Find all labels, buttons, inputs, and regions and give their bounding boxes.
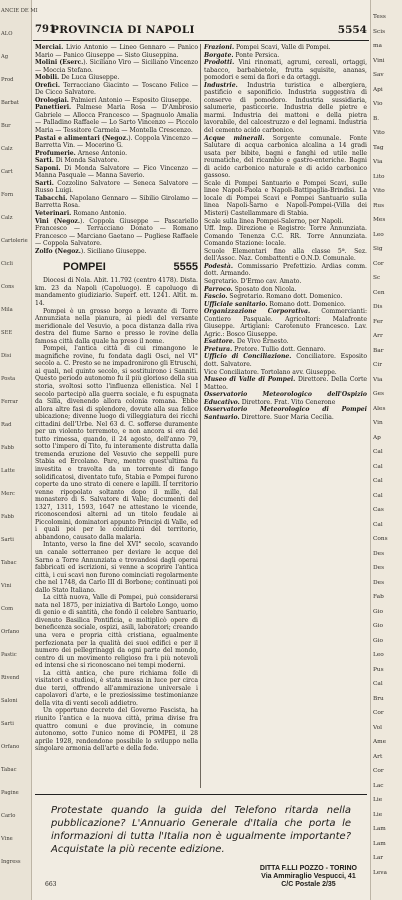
strip-fragment: Prod	[1, 77, 14, 83]
strip-fragment: Rus	[373, 202, 385, 209]
strip-fragment: Lam	[373, 826, 386, 832]
strip-fragment: Fab	[373, 594, 384, 600]
strip-fragment: Ap	[373, 434, 381, 441]
strip-fragment: Mes	[373, 217, 386, 223]
listing-entry: Panettieri. Palmese Maria Rosa — D'Ambrosio Gabriele — Allocca Francesco — Spagnuolo Amalia — Palladino Raffaele — Lo Sarto Vincenzo — Piccolo Maria — Tessitore Carmela — Montella Crescenzo.	[35, 104, 198, 135]
info-label: Museo di Valle di Pompei.	[204, 376, 296, 384]
strip-fragment: Rad	[1, 422, 12, 428]
info-text: Sposato don Nicola.	[234, 285, 297, 293]
strip-fragment: Des	[373, 579, 385, 586]
strip-fragment: Ales	[373, 405, 386, 412]
info-text: Uff. Imp. Direzione e Registro: Torre Annunziata. Comando Tenenza C.C. RR. Torre Annunziata. Comando Stazione: locale.	[204, 225, 367, 248]
strip-fragment: Sc	[373, 275, 381, 281]
strip-fragment: Dis	[373, 304, 383, 310]
strip-fragment: ma	[373, 43, 382, 49]
strip-fragment: Vini	[1, 583, 12, 589]
info-text: Segretario. D'Ermo cav. Amato.	[204, 277, 302, 285]
strip-fragment: Lie	[373, 797, 383, 803]
info-text: Pompei Scavi, Valle di Pompei.	[236, 44, 331, 51]
adjacent-page-left-strip	[0, 0, 38, 900]
listing-entry: Tabacchi. Napolano Gennaro — Sibilio Girolamo — Barretta Rosa.	[35, 194, 198, 210]
strip-fragment: Des	[373, 550, 385, 557]
strip-fragment: Tabac	[1, 560, 17, 566]
page-title: PROVINCIA DI NAPOLI	[51, 24, 195, 36]
listing-entry: Veterinari. Romano Antonio.	[35, 210, 127, 218]
strip-fragment: Ame	[373, 739, 387, 745]
strip-fragment: Orfano	[1, 744, 20, 750]
strip-fragment: Ges	[373, 391, 385, 397]
info-entry	[204, 338, 367, 346]
strip-fragment: Cal	[373, 463, 383, 470]
info-entry	[204, 82, 367, 135]
business-listing	[35, 44, 198, 255]
info-entry	[204, 44, 367, 52]
strip-fragment: Sav	[373, 72, 384, 78]
description-paragraph: La città nuova, Valle di Pompei, può considerarsi nata nel 1875, per iniziativa di Bartolo Longo, uomo di genio e di santità, che fondò il celebre Santuario, divenuto Basilica Pontificia, e moltiplicò opere di beneficenza sociale, ospizi, asili, laboratori; creando una vera e propria città cristiana, egualmente perfezionata per la qualità dei suoi edifici e per il numero dei pellegrinaggi da ogni parte del mondo, centro di un movimento religioso fra i più notevoli ed intensi che si riconoscano nei tempi moderni.	[35, 594, 198, 670]
info-entry	[204, 293, 367, 301]
strip-fragment: Sarti	[1, 721, 14, 727]
info-label: Osservatorio Meteorologico di Pompei Santuario.	[204, 406, 367, 421]
info-entry	[204, 218, 367, 226]
info-label: Esattore.	[204, 338, 235, 346]
info-label: Ufficiale sanitario.	[204, 300, 268, 308]
advertisement-box	[35, 794, 367, 891]
info-text: Sorgente comunale. Fonte Salutare di acqua carbonica alcalina a 14 gradi usata per bibite, bagni e fanghi ed utile nelle reumatiche, del ricambio e gastro-enteriche. Bagni di acido carbonico naturale e di acido carbonico gassoso.	[204, 134, 368, 180]
strip-fragment: Vio	[373, 101, 383, 107]
strip-fragment: Cor	[373, 260, 384, 267]
strip-fragment: Cartolerie	[1, 238, 28, 244]
listing-category: Tabacchi.	[35, 194, 68, 202]
info-text: Scale sulla linea Pompei-Salerno, per Napoli.	[204, 217, 344, 225]
info-entry	[204, 278, 367, 286]
info-text: Scuole Elementari fino alla classe 5ª. Sez. dell'Assoc. Naz. Combattenti e O.N.D. Comunale.	[204, 247, 367, 263]
strip-fragment: Cons	[373, 536, 388, 542]
strip-fragment: Cal	[373, 521, 383, 528]
strip-fragment: Latte	[1, 468, 15, 474]
strip-fragment: Ag	[1, 54, 9, 60]
strip-fragment: Cal	[373, 449, 383, 455]
description-paragraph: La città antica, che pure richiama folle di visitatori e studiosi, è stata messa in luce per circa due terzi, offrendo all'ammirazione universale i capolavori d'arte, e le preziosissime testimonianze della vita di venti secoli addietro.	[35, 669, 198, 707]
info-text: Romano dott. Domenico.	[269, 300, 346, 308]
strip-fragment: Leo	[373, 652, 384, 658]
listing-entry: Mobili. De Luca Giuseppe.	[35, 74, 120, 82]
strip-fragment: Pagine	[1, 790, 19, 796]
strip-fragment: Cas	[373, 507, 384, 513]
strip-fragment: Cor	[373, 710, 384, 716]
adjacent-page-right-strip	[370, 0, 402, 900]
strip-fragment: Lito	[373, 173, 385, 180]
strip-fragment: Orfano	[1, 629, 20, 635]
info-entry	[204, 180, 367, 218]
strip-fragment: ANCIE DE MI	[1, 8, 38, 14]
description-paragraph: Intanto, verso la fine del XVI° secolo, scavando un canale sotterraneo per deviare le acque del Sarno a Torre Annunziata e trovandosi dagli operai fabbricati ed iscrizioni, si venne a scoprire l'antica città, i cui scavi non furono cominciati regolarmente che nel 1748, da Carlo III di Borbone; continuati poi dallo Stato Italiano.	[35, 541, 198, 594]
description-paragraph: Pompei, l'antica città di cui rimangono le magnifiche rovine, fu fondata dagli Osci, nel VI° secolo a. C. Presto se ne impadronirono gli Etruschi, ai quali, nel quinto secolo, si sostituirono i Sanniti. Questo periodo autonomo fu il più glorioso della sua storia, svoltosi sotto l'influenza ellenistica. Nel I secolo partecipò alla guerra sociale, e fu espugnata da Silla, divenendo allora colonia romana. Ebbe allora altre fasi di splendore, dovute alla sua felice ubicazione; divenne luogo di villeggiatura dei ricchi cittadini dell'Urbe. Nel 63 d. C. sofferse duramente per un violento terremoto, e non ancora si era del tutto rimessa, quando, il 24 agosto, dell'anno 79, sotto l'impero di Tito, fu interamente distrutta dalla tremenda eruzione del Vesuvio che seppellì pure Stabia ed Ercolano. Pare, mentre quest'ultima fu investita e travolta da un torrente di fango solidificatosi, diventato tufo, Stabia e Pompei furono coperte da uno strato di cenere e lapilli. Il territorio venne ripopolato soltanto dopo il mille, dal monastero di S. Salvatore di Valle; documenti del 1327, 1311, 1593, 1647 ne attestano le vicende, riconoscendosi alterni ad un titolo feudale ai Piccolomini, dominatori appunto Principi di Valle, ed i quali poi per le condizioni del territorio, abbandono, causato dalla malaria.	[35, 345, 198, 541]
listing-entry: Merciai. Livio Antonio — Lineo Gennaro — Panico Mario — Panico Giuseppe — Sisto Giuseppina.	[35, 44, 198, 59]
info-text: Industria turistica e albergiera, pastificio e saponificio. Industria suggestiva di conserve di pomodoro. Industria sussidiaria, salumerie, pasticcerie. Industria delle pietre e marmi. Industria dei mattoni e della pietra lavorabile, del calcestruzzo e del legnami. Industria del cemento acido carbonico.	[204, 81, 367, 135]
strip-fragment: Cicli	[1, 261, 13, 267]
strip-fragment: Tag	[373, 144, 384, 151]
listing-entry: Vini (Negoz.). Coppola Giuseppe — Pascariello Francesco — Terracciano Donato — Romano Francesco — Marciano Gaetano — Pugliese Raffaele — Coppola Salvatore.	[35, 217, 198, 248]
advertiser-name: DITTA F.LLI POZZO - TORINO	[259, 865, 357, 872]
strip-fragment: Fabb	[1, 445, 14, 451]
info-entry	[204, 353, 367, 368]
strip-fragment: Cir	[373, 362, 383, 368]
strip-fragment: Ferrar	[1, 399, 18, 405]
advertiser-postal-account: C/C Postale 2/35	[281, 881, 336, 888]
strip-fragment: Cal	[373, 492, 383, 499]
description-paragraph: Pompei è un grosso borgo a levante di Torre Annunziata nella pianura, ai piedi del versante meridionale del Vesuvio, a poca distanza dalla riva destra del fiume Sarno e presso le rovine della famosa città dalla quale ha preso il nome.	[35, 307, 198, 345]
info-entry	[204, 263, 367, 278]
listing-category: Vini (Negoz.	[35, 217, 81, 225]
info-text: Commissario Prefettizio. Ardias comm. dott. Armando.	[204, 262, 367, 278]
info-text: Ponte Persica.	[235, 51, 280, 59]
info-entry	[204, 376, 367, 391]
strip-fragment: Vito	[373, 188, 385, 194]
right-column	[204, 44, 367, 421]
listing-entry: Molini (Eserc.). Siciliano Viro — Siciliano Vincenzo — Moccia Stefano.	[35, 59, 198, 74]
strip-fragment: Gio	[373, 623, 383, 629]
strip-fragment: Tabac	[1, 767, 17, 773]
listing-category: Orologiai.	[35, 96, 69, 104]
strip-fragment: Barbat	[1, 100, 19, 106]
strip-fragment: Lac	[373, 782, 384, 789]
strip-fragment: Pastic	[1, 652, 17, 658]
listing-category: Merciai.	[35, 44, 64, 51]
info-label: Podestà.	[204, 262, 233, 270]
info-entry	[204, 248, 367, 263]
strip-fragment: Cal	[373, 681, 383, 687]
strip-fragment: Cal	[373, 478, 383, 484]
strip-fragment: Pus	[373, 666, 384, 673]
page-header	[33, 24, 369, 41]
info-text: Direttore. Suor Maria Cecilia.	[241, 413, 334, 421]
strip-fragment: Com	[1, 606, 14, 612]
listing-category: Saponi.	[35, 164, 61, 172]
section-number: 5555	[173, 261, 198, 274]
strip-fragment: Vini	[373, 57, 385, 64]
strip-fragment: Cen	[373, 289, 385, 296]
strip-fragment: Rivend	[1, 675, 20, 681]
info-text: Vini rinomati, agrumi, cereali, ortaggi, tabacco, barbabietole, frutta squisite, ananas, pomodori e semi da fiori e da ortaggi.	[204, 59, 368, 82]
info-entry	[204, 406, 367, 421]
listing-entry: Profumerie. Arnese Antonio.	[35, 149, 128, 157]
strip-fragment: Forn	[1, 192, 14, 198]
print-mark: 663	[45, 881, 57, 888]
strip-fragment: Vol	[373, 724, 382, 731]
section-heading	[35, 261, 198, 273]
strip-fragment: Lam	[373, 840, 386, 847]
info-text: Segretario. Romano dott. Domenico.	[229, 293, 343, 301]
strip-fragment: Bur	[1, 123, 11, 129]
info-text: Scale di Pompei Santuario e Pompei Scavi, sulle linee Napoli-Paola e Napoli-Battipaglia-Brindisi. La locale di Pompei Scavi e Pompei Santuario sulla linea Napoli-Sarno e Napoli-Pompei-(Villa dei Misteri) Castellammare di Stabia.	[204, 179, 367, 218]
listing-category: Molini (Eserc.	[35, 59, 84, 67]
pompei-description	[35, 277, 198, 752]
strip-fragment: B.	[373, 115, 380, 122]
info-text: Conciliatore. Esposito dott. Salvatore.	[204, 353, 368, 368]
strip-fragment: Lar	[373, 855, 384, 861]
strip-fragment: Lie	[373, 811, 383, 818]
info-text: Pretore. Tullio dott. Gennaro.	[234, 345, 326, 353]
listing-category: Veterinari.	[35, 210, 72, 218]
listing-category: Orefici.	[35, 81, 60, 89]
info-label: Parroco.	[204, 285, 233, 293]
listing-category: Sarti.	[35, 157, 54, 165]
listing-category: Sarti.	[35, 179, 54, 187]
page-number-left: 791	[35, 24, 56, 35]
advertiser-block	[260, 865, 357, 889]
strip-fragment: Fer	[373, 318, 383, 325]
strip-fragment: Via	[373, 159, 383, 165]
strip-fragment: Api	[373, 86, 383, 93]
advertisement-text: Protestate quando la guida del Telefono ritarda nella pubblicazione? L'Annuario Generale d'Italia che porta le informazioni di tutta l'Italia non è ugualmente importante? Acquistate la più recente edizione.	[51, 805, 351, 855]
listing-entry: Sarti. Cozzolino Salvatore — Seneca Salvatore — Russo Luigi.	[35, 179, 198, 195]
strip-fragment: Fabb	[1, 514, 14, 520]
strip-fragment: Calz	[1, 146, 13, 152]
strip-fragment: Des	[373, 565, 385, 571]
strip-fragment: Merc	[1, 491, 15, 497]
strip-fragment: Leo	[373, 231, 384, 238]
info-entry	[204, 52, 367, 60]
strip-fragment: Leva	[373, 869, 388, 876]
left-column	[35, 44, 198, 753]
strip-fragment: Arr	[373, 333, 383, 339]
info-text: Direttore. Della Corte Matteo.	[204, 376, 367, 391]
info-entry	[204, 135, 367, 180]
info-entry	[204, 286, 367, 294]
section-name: POMPEI	[63, 261, 106, 274]
info-label: Borgate.	[204, 51, 234, 59]
listing-category: Profumerie.	[35, 149, 76, 157]
strip-fragment: ALO	[1, 31, 13, 37]
listing-entry: Orefici. Terracciano Giacinto — Toscano Felice — De Cicco Salvatore.	[35, 81, 198, 97]
strip-fragment: Disi	[1, 353, 12, 359]
listing-entry: Zolfo (Negoz.). Siciliano Giuseppe.	[35, 247, 147, 255]
info-entry	[204, 369, 367, 377]
strip-fragment: Scis	[373, 28, 386, 35]
listing-entry: Pastai e alimentari (Negoz.). Coppola Vincenzo — Barretta Vin. — Mocerino G.	[35, 134, 199, 150]
strip-fragment: Cor	[373, 768, 384, 774]
info-entry	[204, 391, 367, 406]
info-entry	[204, 301, 367, 309]
strip-fragment: Sarti	[1, 537, 14, 543]
info-label: Organizzazione Corporativa.	[204, 308, 311, 316]
listing-category: Panettieri.	[35, 104, 72, 112]
info-text: Vice Conciliatore. Tortolano avv. Giuseppe.	[204, 368, 337, 376]
column-divider	[200, 44, 201, 788]
listing-category: Mobili.	[35, 74, 60, 82]
info-entry	[204, 346, 367, 354]
description-paragraph: Diocesi di Nola. Abit. 11.792 (centro 4178). Dista. km. 23 da Napoli (Capoluogo). È capoluogo di mandamento giudiziario. Superf. ett. 1241. Altit. m. 14.	[35, 277, 198, 307]
strip-fragment: Cart	[1, 169, 13, 175]
page-number-right: 5554	[337, 24, 367, 36]
advertiser-address: Via Ammiraglio Vespucci, 41	[261, 873, 356, 880]
strip-fragment: Tess	[373, 14, 386, 20]
info-label: Fascio.	[204, 293, 228, 301]
strip-fragment: Ingress	[1, 859, 21, 865]
strip-fragment: Vito	[373, 130, 385, 136]
description-paragraph: Un opportuno decreto del Governo Fascista, ha riunito l'antica e la nuova città, prima divise fra quattro comuni e due provincie, in comune autonomo, sotto l'unico nome di POMPEI, il 28 aprile 1928, rendendone possibile lo sviluppo nella singolare armonia dell'arte e della fede.	[35, 707, 198, 753]
info-label: Osservatorio Meteorologico dell'Ospizio Educativo.	[204, 391, 367, 406]
strip-fragment: Cons	[1, 284, 15, 290]
strip-fragment: Gio	[373, 637, 383, 644]
info-entry	[204, 225, 367, 248]
municipal-info-list	[204, 44, 367, 421]
strip-fragment: Vin	[373, 420, 383, 426]
strip-fragment: Carlo	[1, 813, 16, 819]
strip-fragment: Sig	[373, 246, 383, 252]
strip-fragment: Art	[373, 753, 383, 760]
listing-entry: Saponi. Di Monda Salvatore — Fico Vincenzo — Manna Pasquale — Manna Saverio.	[35, 164, 198, 180]
info-entry	[204, 59, 367, 82]
listing-entry: Sarti. Di Monda Salvatore.	[35, 157, 120, 165]
info-text: Commercianti: Contiero Pasquale. Agricoltori: Malafronte Giuseppe. Artigiani: Carotenuto Francesco. Lav. Agric.: Bosco Giuseppe.	[204, 308, 367, 338]
info-label: Frazioni.	[204, 44, 235, 51]
strip-fragment: Vine	[1, 836, 13, 842]
strip-fragment: Gio	[373, 608, 383, 615]
info-entry	[204, 308, 367, 338]
info-text: Direttore. Frat. Vito Cenerone	[241, 398, 336, 406]
info-label: Prodotti.	[204, 59, 235, 67]
strip-fragment: SEE	[1, 330, 13, 336]
strip-fragment: Mila	[1, 307, 13, 313]
strip-fragment: Calz	[1, 215, 13, 221]
info-label: Ufficio di Conciliazione.	[204, 353, 292, 361]
strip-fragment: Saloni	[1, 698, 18, 704]
strip-fragment: Posta	[1, 376, 16, 382]
page-main	[33, 0, 369, 900]
strip-fragment: Bru	[373, 695, 384, 702]
info-label: Acque minerali.	[204, 134, 265, 142]
strip-fragment: Via	[373, 376, 383, 383]
info-text: De Vivo Ernesto.	[236, 338, 289, 346]
info-label: Industrie.	[204, 81, 238, 89]
strip-fragment: Bar	[373, 347, 384, 354]
info-label: Pretura.	[204, 345, 233, 353]
listing-category: Zolfo (Negoz.	[35, 247, 81, 255]
listing-category: Pastai e alimentari (Negoz.	[35, 134, 129, 142]
listing-entry: Orologiai. Palmieri Antonio — Esposito Giuseppe.	[35, 96, 192, 104]
